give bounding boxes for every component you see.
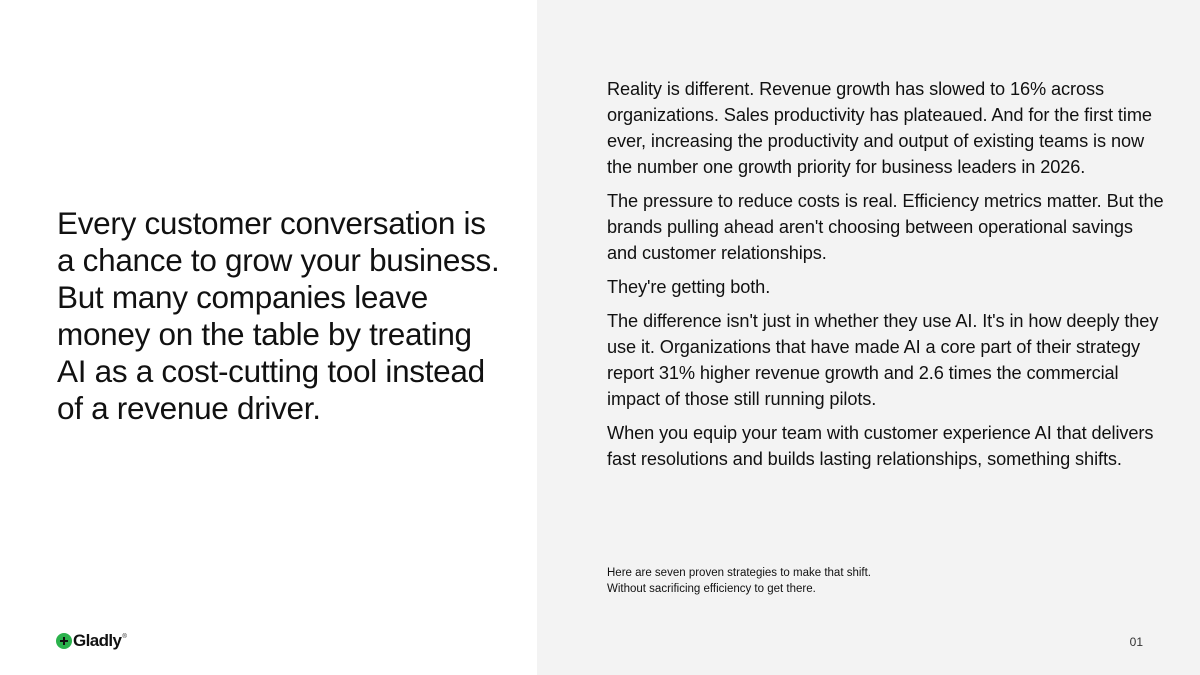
registered-mark: ® <box>122 634 127 640</box>
plus-circle-icon <box>56 633 72 649</box>
gladly-logo <box>56 631 127 651</box>
paragraph: Reality is different. Revenue growth has slowed to 16% across organizations. Sales productivity has plateaued. And for the first time ever, increasing the productivity and output of existing teams is now the number one growth priority for business leaders in 2026. <box>607 79 1152 177</box>
paragraph: The difference isn't just in whether they use AI. It's in how deeply they use it. Organizations that have made AI a core part of their strategy report 31% higher revenue growth and 2.6 times the commercial impact of those still running pilots. <box>607 311 1159 409</box>
page-number: 01 <box>1129 635 1143 649</box>
paragraph: The pressure to reduce costs is real. Efficiency metrics matter. But the brands pulling ahead aren't choosing between operational savings and customer relationships. <box>607 191 1164 263</box>
right-pane <box>537 0 1200 675</box>
paragraph: They're getting both. <box>607 277 771 297</box>
footnote-line: Without sacrificing efficiency to get there. <box>607 583 816 595</box>
footnote <box>607 565 1107 597</box>
body-copy <box>607 76 1167 480</box>
logo-wordmark: Gladly <box>73 631 122 650</box>
headline: Every customer conversation is a chance to grow your business. But many companies leave money on the table by treating AI as a cost-cutting tool instead of a revenue driver. <box>57 205 500 426</box>
paragraph: When you equip your team with customer experience AI that delivers fast resolutions and builds lasting relationships, something shifts. <box>607 423 1154 469</box>
footnote-line: Here are seven proven strategies to make that shift. <box>607 567 871 579</box>
left-pane <box>0 0 537 675</box>
